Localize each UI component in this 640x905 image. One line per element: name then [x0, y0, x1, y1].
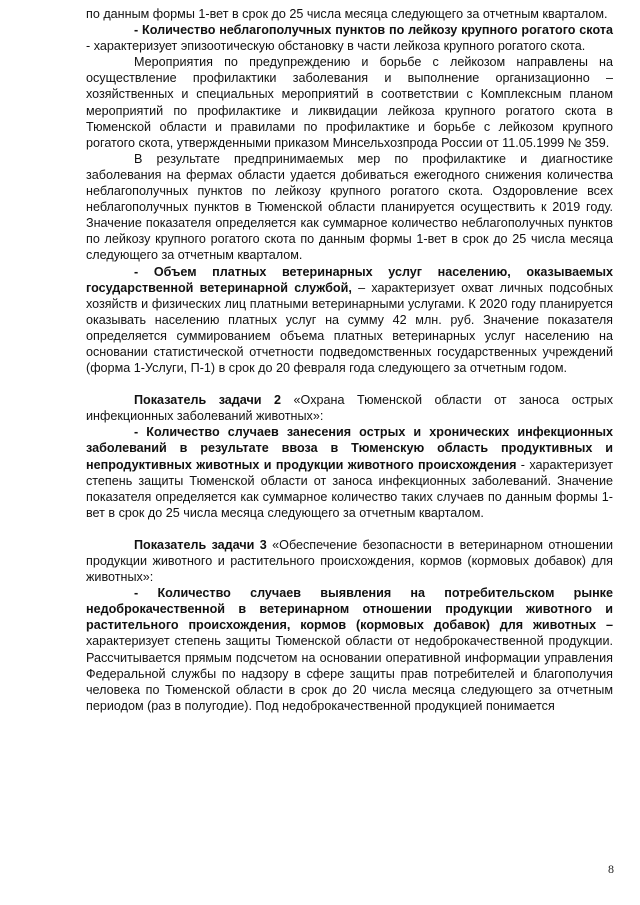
page-number: 8	[608, 862, 614, 876]
paragraph-text: - характеризует степень защиты Тюменской области от заноса инфекционных заболеваний. Значение показателя определяется как суммарное количество таких случаев по данным формы 1-вет в срок до 25 числа месяца следующего за отчетным кварталом.	[86, 457, 613, 520]
document-body	[86, 6, 613, 714]
indicator-title: - Количество неблагополучных пунктов по лейкозу крупного рогатого скота	[134, 23, 613, 38]
paragraph-2	[86, 22, 613, 54]
task-indicator-label: Показатель задачи 3	[134, 537, 267, 552]
paragraph-8	[86, 537, 613, 585]
task-indicator-label: Показатель задачи 2	[134, 393, 282, 408]
paragraph-text: характеризует степень защиты Тюменской области от недоброкачественной продукции. Рассчитывается прямым подсчетом на основании оперативной информации управления Федеральной службы по надзору в сфере защиты прав потребителей и благополучия человека по Тюменской области в срок до 20 числа месяца следующего за отчетным периодом (раз в полугодие). Под недоброкачественной продукцией понимается	[86, 634, 613, 713]
paragraph-4: В результате предпринимаемых мер по профилактике и диагностике заболевания на фермах области удается добиваться ежегодного снижения количества неблагополучных пунктов по лейкозу крупного рогатого скота. Оздоровление всех неблагополучных пунктов в Тюменской области планируется осуществить к 2019 году. Значение показателя определяется как суммарное количество неблагополучных пунктов по лейкозу крупного рогатого скота по данным формы 1-вет в срок до 25 числа месяца следующего за отчетным кварталом.	[86, 151, 613, 263]
paragraph-1: по данным формы 1-вет в срок до 25 числа месяца следующего за отчетным кварталом.	[86, 7, 608, 21]
paragraph-9	[86, 585, 613, 714]
paragraph-6	[86, 392, 613, 424]
indicator-title: - Объем платных ветеринарных услуг населению, оказываемых государственной ветеринарной службой,	[86, 264, 613, 295]
paragraph-3: Мероприятия по предупреждению и борьбе с лейкозом направлены на осуществление профилактики заболевания и выполнение организационно – хозяйственных и специальных мероприятий в соответствии с Комплексным планом мероприятий по профилактике и ликвидации лейкоза крупного рогатого скота в Тюменской области и правилами по профилактике и борьбе с лейкозом крупного рогатого скота, утвержденными приказом Минсельхозпрода России от 11.05.1999 № 359.	[86, 55, 613, 150]
paragraph-text: «Охрана Тюменской области от заноса острых инфекционных заболеваний животных»:	[86, 393, 613, 424]
paragraph-text: - характеризует эпизоотическую обстановку в части лейкоза крупного рогатого скота.	[86, 39, 586, 54]
paragraph-5	[86, 264, 613, 377]
paragraph-text: «Обеспечение безопасности в ветеринарном отношении продукции животного и растительного происхождения, кормов (кормовых добавок) для животных»:	[86, 537, 613, 585]
paragraph-7	[86, 424, 613, 521]
indicator-title: - Количество случаев выявления на потребительском рынке недоброкачественной в ветеринарном отношении продукции животного и растительного происхождения, кормов (кормовых добавок) для животных –	[86, 586, 613, 633]
paragraph-text: – характеризует охват личных подсобных хозяйств и физических лиц платными ветеринарными услугами. К 2020 году планируется оказывать населению платных услуг на сумму 42 млн. руб. Значение показателя определяется суммированием объема платных ветеринарных услуг населению на основании статистической отчетности подведомственных государственных учреждений (форма 1-Услуги, П-1) в срок до 20 февраля года следующего за отчетным годом.	[86, 280, 613, 376]
indicator-title: - Количество случаев занесения острых и хронических инфекционных заболеваний в результате ввоза в Тюменскую область продуктивных и непродуктивных животных и продукции животного происхождения	[86, 425, 613, 472]
